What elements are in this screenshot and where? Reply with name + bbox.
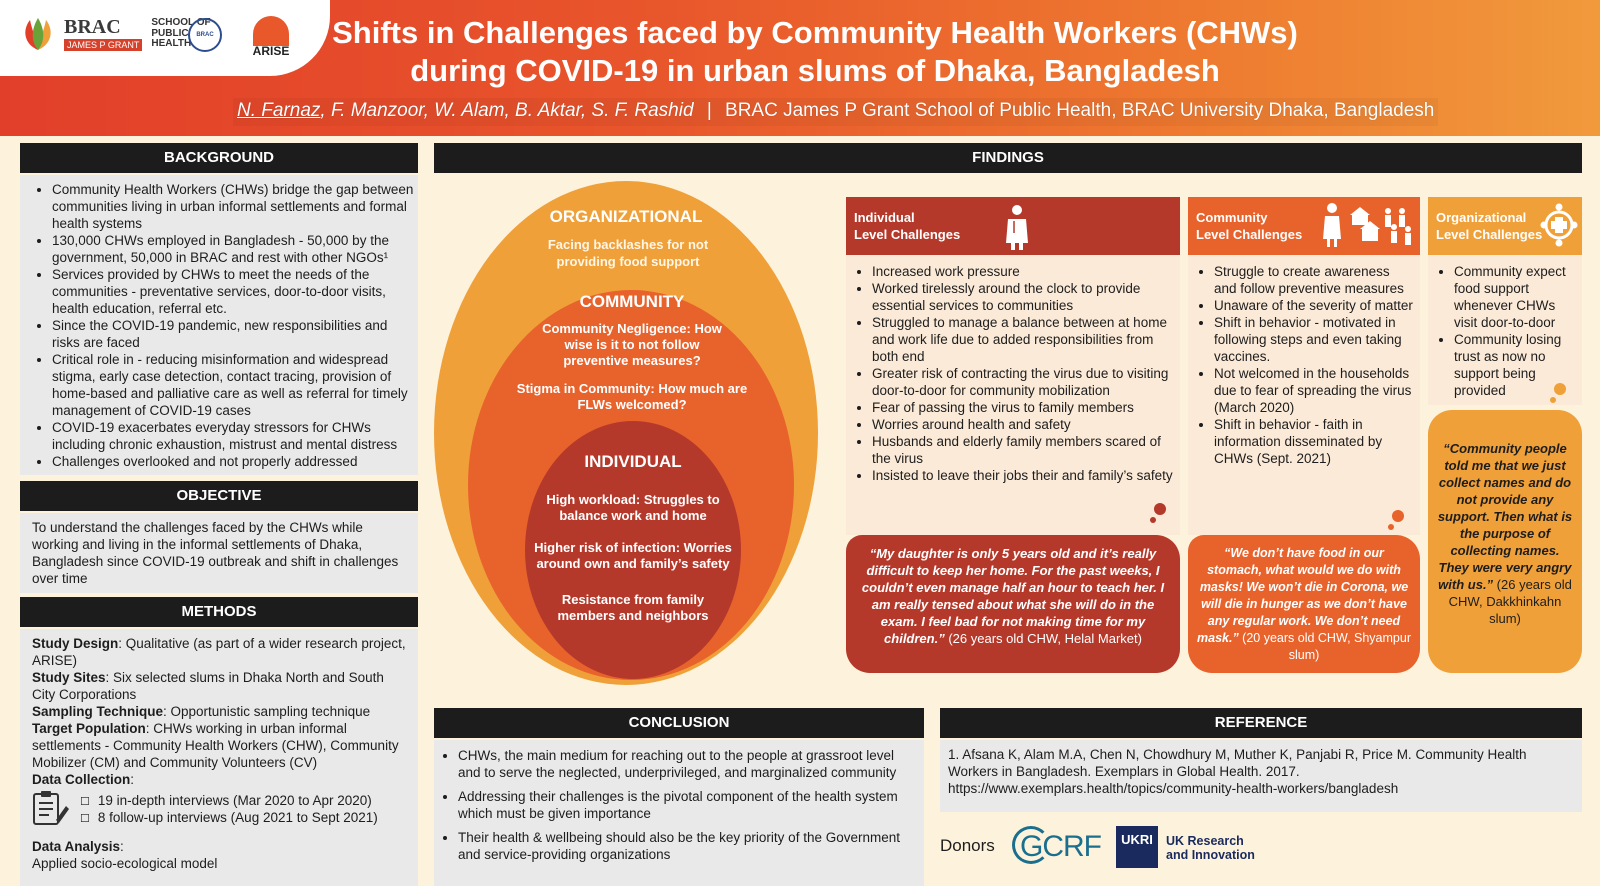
individual-title: INDIVIDUAL <box>584 452 682 471</box>
poster-title <box>300 14 1330 90</box>
list-item: • Critical role in - reducing misinformation and widespread stigma, early case detection, contact tracing, provision of home-based and palliative care as well as referral for timely management of COVID-19 cases <box>52 351 418 419</box>
quote-text: “We don’t have food in our stomach, what would we do with masks! We won’t die in Corona, we will die in hunger as we don’t have any regular work. We don’t need mask.” <box>1197 546 1409 645</box>
community-text-2: Stigma in Community: How much are FLWs welcomed? <box>516 381 748 412</box>
poster-header <box>0 0 1600 136</box>
objective-panel <box>20 513 418 593</box>
thought-dot <box>1388 524 1394 530</box>
ukri-logo <box>1116 826 1158 868</box>
list-item: • Struggle to create awareness and follow preventive measures <box>1214 263 1414 297</box>
study-sites-label: Study Sites <box>32 670 106 685</box>
analysis-colon: : <box>120 839 124 854</box>
background-heading: BACKGROUND <box>20 143 418 173</box>
conclusion-panel <box>434 740 924 886</box>
reference-heading: REFERENCE <box>940 708 1582 738</box>
school-line: SCHOOL OF <box>151 17 211 29</box>
logo-strip <box>0 0 330 76</box>
objective-heading: OBJECTIVE <box>20 481 418 511</box>
study-design-label: Study Design <box>32 636 119 651</box>
reference-text: 1. Afsana K, Alam M.A, Chen N, Chowdhury M, Muther K, Panjabi R, Price M. Community Health Workers in Bangladesh. Exemplars in Global Health. 2017. <box>948 747 1527 779</box>
header-line: Level Challenges <box>854 227 961 242</box>
quote-attribution: (26 years old CHW, Dakkhinkahn slum) <box>1448 577 1572 626</box>
list-item: • Challenges overlooked and not properly addressed <box>52 453 418 470</box>
conclusion-list <box>434 747 916 863</box>
header-line: Level Challenges <box>1436 227 1543 242</box>
thought-dot <box>1150 517 1156 523</box>
reference-link[interactable]: https://www.exemplars.health/topics/community-health-workers/bangladesh <box>948 781 1399 796</box>
background-list <box>20 181 418 470</box>
clipboard-icon <box>32 790 70 826</box>
title-line-1: Shifts in Challenges faced by Community Health Workers (CHWs) <box>332 15 1298 50</box>
organizational-level-header <box>1428 197 1582 255</box>
gcrf-text: GCRF <box>1020 830 1101 863</box>
quote-attribution: (26 years old CHW, Helal Market) <box>944 631 1142 646</box>
community-quote <box>1188 535 1420 673</box>
leaf-icon <box>18 14 58 54</box>
list-item: • Greater risk of contracting the virus due to visiting door-to-door for community mobilization <box>872 365 1174 399</box>
ukri-name <box>1166 834 1255 862</box>
community-text-1: Community Negligence: How wise is it to not follow preventive measures? <box>542 321 722 368</box>
individual-text-2: Higher risk of infection: Worries around own and family’s safety <box>534 540 732 571</box>
header-line: Individual <box>854 210 915 225</box>
analysis-label: Data Analysis <box>32 839 121 854</box>
list-item: • Addressing their challenges is the pivotal component of the health system which must be given importance <box>458 788 916 822</box>
ukri-mark-text: UKRI <box>1121 832 1153 847</box>
brac-wordmark <box>64 17 142 51</box>
brac-main-text: BRAC <box>64 16 121 38</box>
conclusion-heading: CONCLUSION <box>434 708 924 738</box>
ukri-line: and Innovation <box>1166 848 1255 862</box>
collection-label: Data Collection <box>32 772 131 787</box>
list-item: • Shift in behavior - faith in information disseminated by CHWs (Sept. 2021) <box>1214 416 1414 467</box>
affiliation: BRAC James P Grant School of Public Health, BRAC University Dhaka, Bangladesh <box>725 100 1435 121</box>
organizational-text: Facing backlashes for not providing food support <box>547 237 709 269</box>
quote-text: “My daughter is only 5 years old and it’s really difficult to keep her home. For the past weeks, I couldn’t even manage half an hour to teach her. I am really tensed about what she will do in the exam. I feel bad for not making time for my children.” <box>861 546 1165 646</box>
health-worker-icon <box>1002 203 1032 251</box>
target-population <box>32 720 406 771</box>
community-level-body <box>1188 255 1420 535</box>
list-item: • Their health & wellbeing should also be the key priority of the Government and service-providing organizations <box>458 829 916 863</box>
list-item: • Community expect food support whenever CHWs visit door-to-door <box>1454 263 1578 331</box>
list-item: • Increased work pressure <box>872 263 1174 280</box>
bu-logo-text: BRAC <box>196 32 214 38</box>
target-value: : CHWs working in urban informal settlements - Community Health Workers (CHW), Community Mobilizer (CM) and Community Volunteers (CV) <box>32 721 399 770</box>
arise-text: ARISE <box>252 44 290 58</box>
list-item: • Shift in behavior - motivated in following steps and even taking vaccines. <box>1214 314 1414 365</box>
list-item: • COVID-19 exacerbates everyday stressors for CHWs including chronic exhaustion, mistrust and mental distress <box>52 419 418 453</box>
community-houses-icon <box>1322 201 1416 249</box>
other-authors: , F. Manzoor, W. Alam, B. Aktar, S. F. Rashid <box>320 100 694 121</box>
organizational-level-list <box>1428 263 1578 399</box>
study-design-value: : Qualitative (as part of a wider research project, ARISE) <box>32 636 406 668</box>
thought-dot <box>1392 510 1404 522</box>
list-item: • Insisted to leave their jobs their and family’s safety <box>872 467 1174 484</box>
school-line: HEALTH <box>151 38 192 50</box>
school-line: PUBLIC <box>151 27 189 39</box>
collection-item-text: 8 follow-up interviews (Aug 2021 to Sept 2021) <box>97 810 378 825</box>
data-analysis <box>32 838 406 855</box>
checkbox-icon: ☐ <box>80 796 90 808</box>
background-panel <box>20 175 418 475</box>
objective-text: To understand the challenges faced by the CHWs while working and living in the informal settlements of Dhaka, Bangladesh since COVID-19 outbreak and shift in challenges over time <box>32 520 399 586</box>
brac-sub-text: JAMES P GRANT <box>64 39 142 51</box>
findings-heading: FINDINGS <box>434 143 1582 173</box>
brac-university-logo <box>188 18 222 52</box>
collection-block <box>32 788 406 828</box>
study-design <box>32 635 406 669</box>
data-collection <box>32 771 406 788</box>
methods-panel <box>20 629 418 886</box>
community-level-header <box>1188 197 1420 255</box>
list-item: • 130,000 CHWs employed in Bangladesh - 50,000 by the government, 50,000 in BRAC and rest with other NGOs¹ <box>52 232 418 266</box>
sampling-value: : Opportunistic sampling technique <box>163 704 371 719</box>
list-item: • Not welcomed in the households due to fear of spreading the virus (March 2020) <box>1214 365 1414 416</box>
arise-logo <box>248 14 294 60</box>
individual-quote <box>846 535 1180 673</box>
list-item: • Community losing trust as now no support being provided <box>1454 331 1578 399</box>
list-item: • Husbands and elderly family members scared of the virus <box>872 433 1174 467</box>
thought-dot <box>1554 383 1566 395</box>
title-line-2: during COVID-19 in urban slums of Dhaka, Bangladesh <box>410 53 1220 88</box>
authors-line <box>233 98 1438 126</box>
study-sites-value: : Six selected slums in Dhaka North and South City Corporations <box>32 670 384 702</box>
list-item: • Services provided by CHWs to meet the needs of the communities - preventative services, door-to-door visits, health education, referral etc. <box>52 266 418 317</box>
list-item: • CHWs, the main medium for reaching out to the people at grassroot level and to serve the neglected, underprivileged, and marginalized community <box>458 747 916 781</box>
author-separator: | <box>706 100 712 121</box>
study-sites <box>32 669 406 703</box>
quote-text: “Community people told me that we just collect names and do not provide any support. Then what is the purpose of collecting names. They were very angry with us.” <box>1437 441 1573 592</box>
community-title: COMMUNITY <box>579 292 685 311</box>
analysis-value: Applied socio-ecological model <box>32 856 218 871</box>
first-author: N. Farnaz <box>237 100 321 121</box>
sun-icon <box>253 16 289 46</box>
organizational-title: ORGANIZATIONAL <box>549 207 703 226</box>
brac-jpgsph-logo <box>18 14 214 54</box>
individual-text-3: Resistance from family members and neighbors <box>557 592 709 623</box>
ukri-line: UK Research <box>1166 834 1244 848</box>
header-line: Level Challenges <box>1196 227 1303 242</box>
checkbox-icon: ☐ <box>80 813 90 825</box>
reference-panel <box>940 740 1582 812</box>
organization-network-icon <box>1540 203 1578 247</box>
list-item: • Struggled to manage a balance between at home and work life due to added responsibilities from both end <box>872 314 1174 365</box>
organizational-quote <box>1428 410 1582 673</box>
list-item: • Since the COVID-19 pandemic, new responsibilities and risks are faced <box>52 317 418 351</box>
individual-level-body <box>846 255 1180 535</box>
gcrf-logo <box>1012 826 1101 870</box>
individual-level-header <box>846 197 1180 255</box>
list-item: • Worries around health and safety <box>872 416 1174 433</box>
header-line: Organizational <box>1436 210 1527 225</box>
community-level-list <box>1188 263 1414 467</box>
individual-text-1: High workload: Struggles to balance work and home <box>546 492 720 523</box>
donors-label: Donors <box>940 836 995 855</box>
header-line: Community <box>1196 210 1268 225</box>
collection-colon: : <box>130 772 135 787</box>
target-label: Target Population <box>32 721 146 736</box>
collection-item <box>80 809 378 828</box>
thought-dot <box>1550 397 1556 403</box>
methods-heading: METHODS <box>20 597 418 627</box>
sampling-label: Sampling Technique <box>32 704 164 719</box>
list-item: • Worked tirelessly around the clock to provide essential services to communities <box>872 280 1174 314</box>
thought-dot <box>1154 503 1166 515</box>
sampling <box>32 703 406 720</box>
collection-item-text: 19 in-depth interviews (Mar 2020 to Apr 2020) <box>97 793 372 808</box>
list-item: • Fear of passing the virus to family members <box>872 399 1174 416</box>
list-item: • Unaware of the severity of matter <box>1214 297 1414 314</box>
list-item: • Community Health Workers (CHWs) bridge the gap between communities living in urban informal settlements and formal health systems <box>52 181 418 232</box>
quote-attribution: (20 years old CHW, Shyampur slum) <box>1238 631 1411 662</box>
individual-level-list <box>846 263 1174 484</box>
